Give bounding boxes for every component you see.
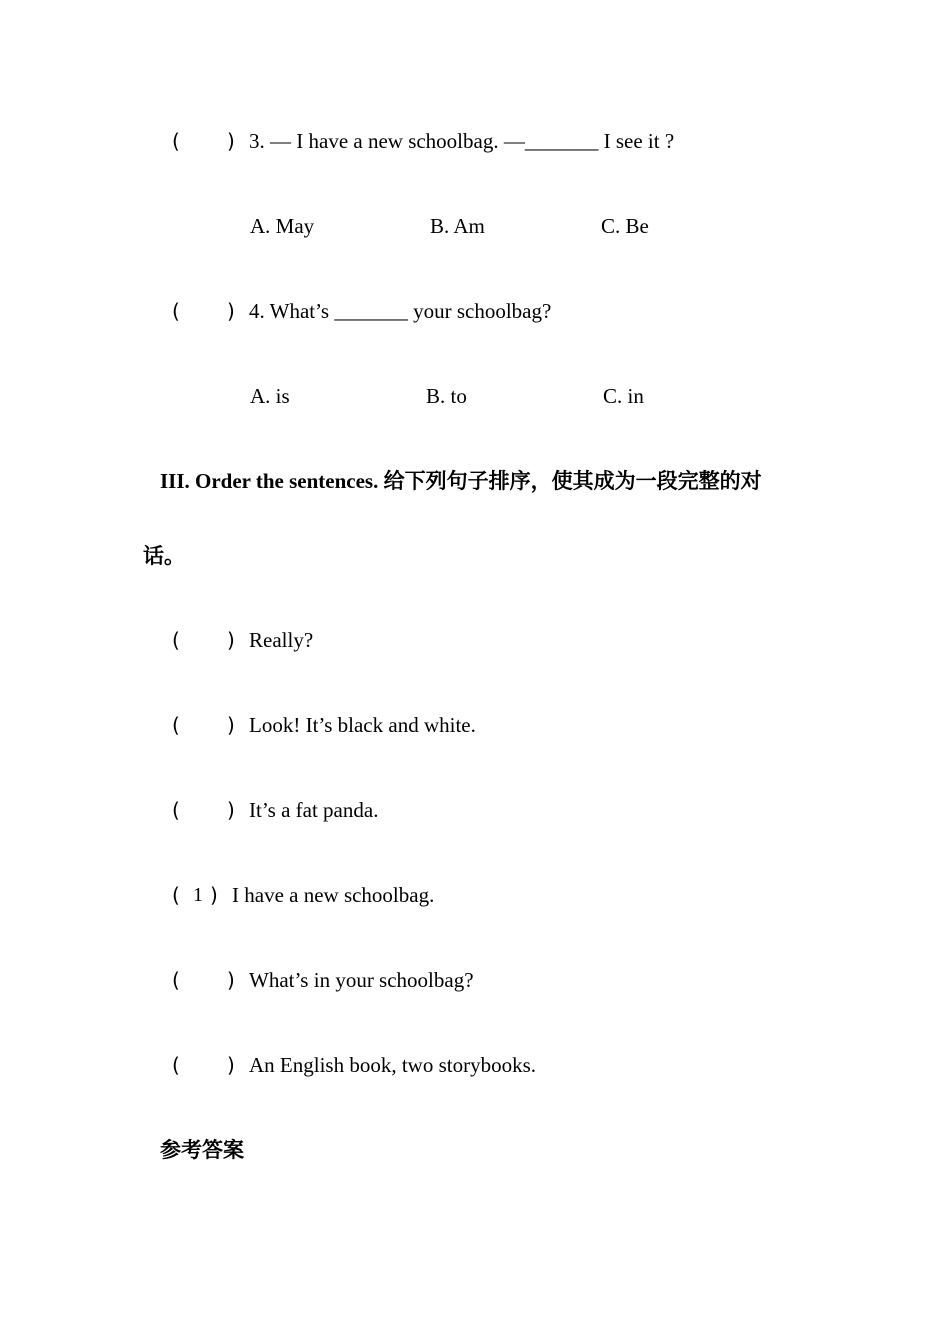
answer-bracket-close: )	[227, 299, 235, 323]
order-item-text: An English book, two storybooks.	[249, 1053, 537, 1077]
option-a: A. May	[250, 214, 315, 238]
section-title-cn-continued: 话。	[143, 544, 185, 568]
option-a: A. is	[250, 384, 290, 408]
question-text: 3. — I have a new schoolbag. —_______ I see it ?	[249, 129, 675, 153]
question-text: 4. What’s _______ your schoolbag?	[249, 299, 552, 323]
option-b: B. to	[426, 384, 467, 408]
option-c: C. Be	[601, 214, 649, 238]
order-item-text: Look! It’s black and white.	[249, 713, 476, 737]
answer-bracket-open: (	[172, 129, 180, 153]
answer-bracket-close: )	[227, 1053, 235, 1077]
answer-bracket-close: )	[227, 129, 235, 153]
answer-key-heading: 参考答案	[160, 1138, 244, 1162]
answer-bracket-open: (	[172, 299, 180, 323]
answer-bracket-close: )	[210, 883, 218, 907]
order-item-text: It’s a fat panda.	[249, 798, 379, 822]
answer-bracket-open: (	[172, 713, 180, 737]
section-title	[160, 468, 762, 494]
answer-bracket-close: )	[227, 628, 235, 652]
option-c: C. in	[603, 384, 644, 408]
order-item-text: Really?	[249, 628, 314, 652]
order-number: 1	[193, 884, 203, 906]
option-b: B. Am	[430, 214, 485, 238]
order-item-text: What’s in your schoolbag?	[249, 968, 474, 992]
section-title-en: III. Order the sentences.	[160, 469, 379, 493]
answer-bracket-open: (	[172, 968, 180, 992]
section-title-cn: 给下列句子排序，使其成为一段完整的对	[383, 469, 762, 493]
answer-bracket-close: )	[227, 713, 235, 737]
answer-bracket-close: )	[227, 968, 235, 992]
answer-bracket-open: (	[172, 798, 180, 822]
answer-bracket-open: (	[172, 628, 180, 652]
answer-bracket-open: (	[172, 1053, 180, 1077]
order-item-text: I have a new schoolbag.	[232, 883, 435, 907]
answer-bracket-close: )	[227, 798, 235, 822]
answer-bracket-open: (	[172, 883, 180, 907]
